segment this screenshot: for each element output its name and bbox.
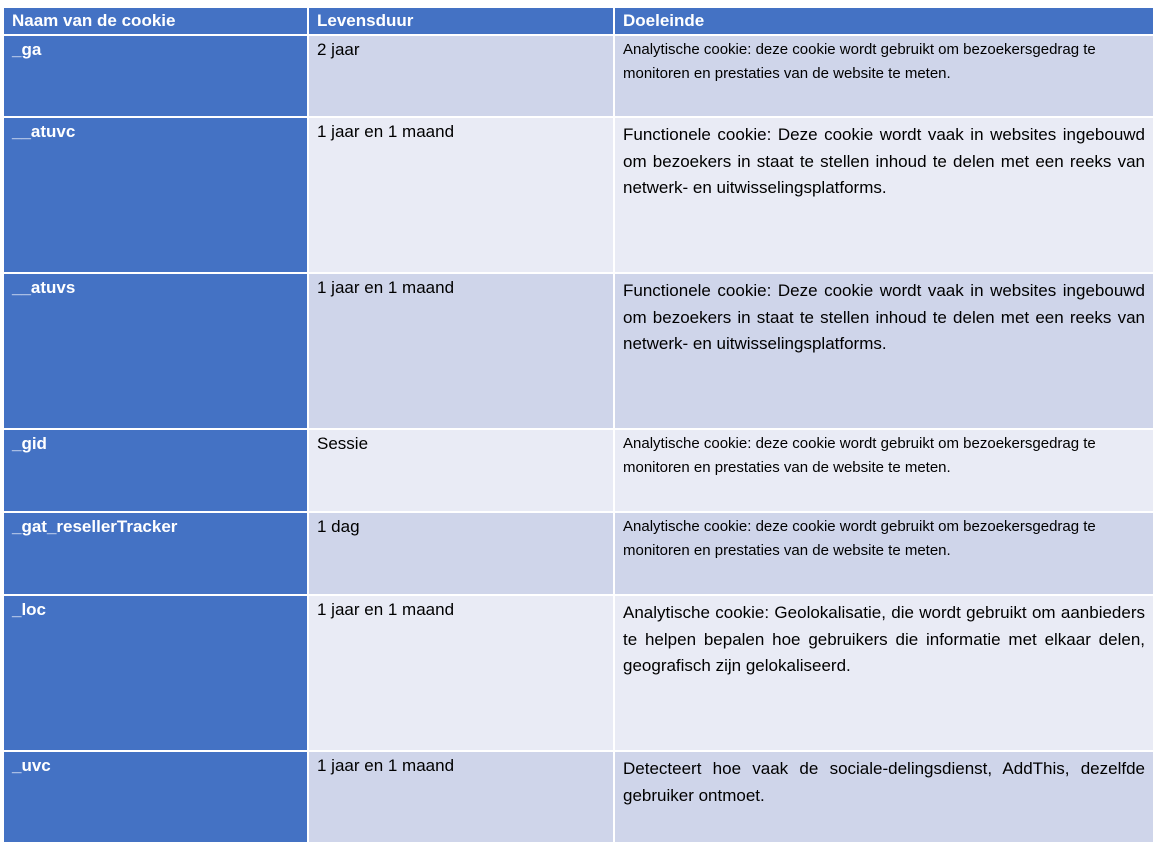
cookie-purpose: Analytische cookie: deze cookie wordt gebruikt om bezoekersgedrag te monitoren en prestaties van de website te meten.: [614, 35, 1154, 117]
cookie-table: [2, 6, 1155, 844]
table-row: [3, 429, 1154, 512]
cookie-name: _uvc: [3, 751, 308, 843]
cookie-purpose: Analytische cookie: Geolokalisatie, die wordt gebruikt om aanbieders te helpen bepalen hoe gebruikers die informatie met elkaar delen, geografisch zijn gelokaliseerd.: [614, 595, 1154, 751]
table-row: [3, 512, 1154, 595]
cookie-name: _gid: [3, 429, 308, 512]
header-name: Naam van de cookie: [3, 7, 308, 35]
cookie-name: __atuvc: [3, 117, 308, 273]
cookie-lifetime: 1 jaar en 1 maand: [308, 751, 614, 843]
cookie-name: _gat_resellerTracker: [3, 512, 308, 595]
cookie-purpose: Functionele cookie: Deze cookie wordt vaak in websites ingebouwd om bezoekers in staat te stellen inhoud te delen met een reeks van netwerk- en uitwisselingsplatforms.: [614, 273, 1154, 429]
cookie-lifetime: 1 dag: [308, 512, 614, 595]
header-row: [3, 7, 1154, 35]
header-purpose: Doeleinde: [614, 7, 1154, 35]
cookie-lifetime: Sessie: [308, 429, 614, 512]
cookie-purpose: Analytische cookie: deze cookie wordt gebruikt om bezoekersgedrag te monitoren en prestaties van de website te meten.: [614, 512, 1154, 595]
table-row: [3, 117, 1154, 273]
cookie-purpose: Analytische cookie: deze cookie wordt gebruikt om bezoekersgedrag te monitoren en prestaties van de website te meten.: [614, 429, 1154, 512]
cookie-lifetime: 1 jaar en 1 maand: [308, 595, 614, 751]
table-row: [3, 595, 1154, 751]
cookie-lifetime: 1 jaar en 1 maand: [308, 117, 614, 273]
table-row: [3, 273, 1154, 429]
cookie-purpose: Detecteert hoe vaak de sociale-delingsdienst, AddThis, dezelfde gebruiker ontmoet.: [614, 751, 1154, 843]
header-lifetime: Levensduur: [308, 7, 614, 35]
table-row: [3, 35, 1154, 117]
cookie-name: __atuvs: [3, 273, 308, 429]
cookie-lifetime: 1 jaar en 1 maand: [308, 273, 614, 429]
cookie-lifetime: 2 jaar: [308, 35, 614, 117]
cookie-name: _loc: [3, 595, 308, 751]
cookie-purpose: Functionele cookie: Deze cookie wordt vaak in websites ingebouwd om bezoekers in staat te stellen inhoud te delen met een reeks van netwerk- en uitwisselingsplatforms.: [614, 117, 1154, 273]
table-row: [3, 751, 1154, 843]
cookie-name: _ga: [3, 35, 308, 117]
